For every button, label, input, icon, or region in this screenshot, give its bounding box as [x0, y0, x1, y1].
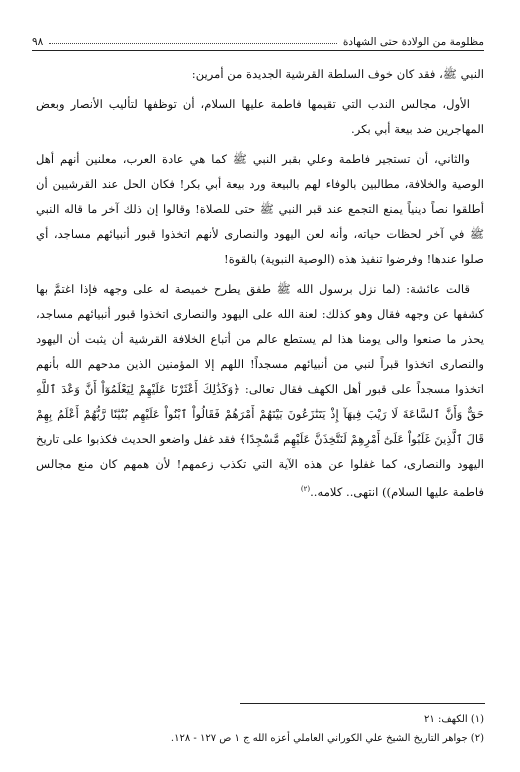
footnote: (١) الكهف: ٢١ — [424, 714, 484, 725]
footnote-marker: (٢) — [300, 485, 311, 493]
header-dot-leader — [49, 43, 337, 44]
footnote-separator — [240, 703, 485, 704]
paragraph: النبي ﷺ، فقد كان خوف السلطة القرشية الجديدة من أمرين: — [191, 67, 484, 81]
page-number: ٩٨ — [32, 36, 44, 48]
running-header — [32, 30, 484, 51]
paragraph-text: قالت عائشة: (لما نزل برسول الله ﷺ طفق يطرح خميصة له على وجهه فإذا اغتمَّ بها كشفها عن وجهه فقال وهو كذلك: لعنة الله على اليهود والنصارى اتخذوا قبور أنبيائهم مساجد، يحذر ما صنعوا والى يومنا هذا لم يستطع عالم من أتباع الخلافة القرشية أن يثبت أن اليهود والنصارى اتخذوا قبراً لنبي من أنبيائهم مسجداً! اللهم إلا المؤمنين الذين مدحهم الله بأنهم اتخذوا مسجداً على قبور أهل الكهف فقال تعالى: ﴿وَكَذَٰلِكَ أَعْثَرْنَا عَلَيْهِمْ لِيَعْلَمُوٓاْ أَنَّ وَعْدَ ٱللَّهِ حَقٌّ وَأَنَّ ٱلسَّاعَةَ لَا رَيْبَ فِيهَآ إِذْ يَتَنَٰزَعُونَ بَيْنَهُمْ أَمْرَهُمْ فَقَالُواْ ٱبْنُواْ عَلَيْهِم بُنْيَٰنًا رَّبُّهُمْ أَعْلَمُ بِهِمْ قَالَ ٱلَّذِينَ غَلَبُواْ عَلَىٰٓ أَمْرِهِمْ لَنَتَّخِذَنَّ عَلَيْهِم مَّسْجِدًا﴾ فقد غفل واضعو الحديث فكذبوا على تاريخ اليهود والنصارى، كما غفلوا عن هذه الآية التي تكذب زعمهم! لأن همهم كان منع مجالس فاطمة عليها السلام)) انتهى.. كلامه.. — [36, 282, 484, 499]
paragraph: والثاني، أن تستجير فاطمة وعلي بقبر النبي ﷺ كما هي عادة العرب، معلنين أنهم أهل الوصية والخلافة، مطالبين بالوفاء لهم بالبيعة ورد بيعة أبي بكر! فكان الحل عند القرشيين أن أطلقوا نصاً دينياً يمنع التجمع عند قبر النبي ﷺ حتى للصلاة! وقالوا إن ذلك آخر ما قاله النبي ﷺ في آخر لحظات حياته، وأنه لعن اليهود والنصارى لأنهم اتخذوا قبور أنبيائهم مساجد، أي صلوا عندها! وفرضوا تنفيذ هذه (الوصية النبوية) بالقوة! — [36, 152, 484, 266]
running-title: مظلومة من الولادة حتى الشهادة — [342, 36, 484, 48]
paragraph — [36, 277, 484, 505]
paragraph: الأول، مجالس الندب التي تقيمها فاطمة عليها السلام، أن توظفها لتأليب الأنصار وبعض المهاجرين ضد بيعة أبي بكر. — [36, 97, 484, 136]
main-text — [36, 62, 484, 510]
footnote: (٢) جواهر التاريخ الشيخ علي الكوراني العاملي أعزه الله ج ١ ص ١٢٧ - ١٢٨. — [170, 733, 484, 744]
footnotes — [36, 710, 484, 748]
